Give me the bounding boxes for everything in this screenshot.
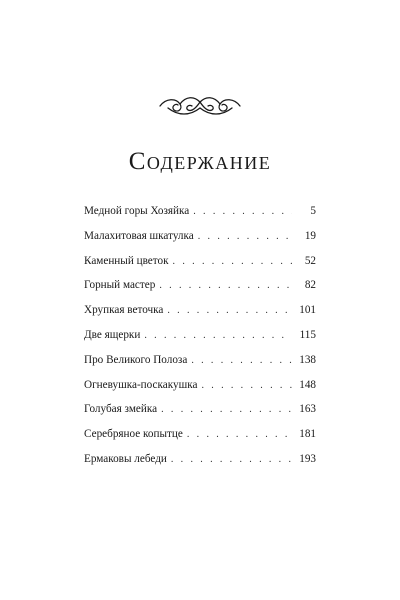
toc-entry-page: 19 xyxy=(304,229,316,242)
dot-leader xyxy=(198,231,292,242)
flourish-ornament-icon xyxy=(158,86,242,118)
table-of-contents xyxy=(84,205,316,478)
dot-leader xyxy=(173,256,292,267)
dot-leader xyxy=(159,280,292,291)
toc-entry-title: Огневушка-поскакушка xyxy=(84,378,198,391)
toc-entry[interactable] xyxy=(84,304,316,329)
dot-leader xyxy=(144,330,292,341)
toc-entry-title: Серебряное копытце xyxy=(84,428,183,441)
toc-entry-page: 101 xyxy=(299,304,316,317)
toc-entry-title: Про Великого Полоза xyxy=(84,353,188,366)
toc-entry-title: Малахитовая шкатулка xyxy=(84,229,194,242)
toc-entry[interactable] xyxy=(84,453,316,478)
toc-entry-title: Голубая змейка xyxy=(84,403,158,416)
dot-leader xyxy=(201,380,292,391)
toc-entry-page: 148 xyxy=(299,378,316,391)
toc-entry[interactable] xyxy=(84,230,316,255)
dot-leader xyxy=(187,429,292,440)
toc-entry-title: Каменный цветок xyxy=(84,254,169,267)
toc-entry[interactable] xyxy=(84,205,316,230)
dot-leader xyxy=(193,206,292,217)
toc-entry-page: 181 xyxy=(299,428,316,441)
dot-leader xyxy=(191,355,292,366)
toc-entry[interactable] xyxy=(84,279,316,304)
toc-entry[interactable] xyxy=(84,329,316,354)
toc-entry-page: 163 xyxy=(299,403,316,416)
toc-entry-page: 193 xyxy=(299,452,316,465)
toc-entry[interactable] xyxy=(84,403,316,428)
toc-entry-title: Две ящерки xyxy=(84,328,141,341)
toc-entry-page: 115 xyxy=(299,328,316,341)
dot-leader xyxy=(161,404,292,415)
toc-entry-title: Горный мастер xyxy=(84,279,156,292)
toc-entry[interactable] xyxy=(84,255,316,280)
page-title: Содержание xyxy=(128,148,272,175)
toc-entry-title: Ермаковы лебеди xyxy=(84,452,167,465)
toc-entry-page: 138 xyxy=(299,353,316,366)
toc-entry-page: 5 xyxy=(310,205,316,217)
toc-entry[interactable] xyxy=(84,428,316,453)
toc-entry-title: Хрупкая веточка xyxy=(84,304,164,317)
toc-entry[interactable] xyxy=(84,354,316,379)
toc-entry[interactable] xyxy=(84,379,316,404)
dot-leader xyxy=(171,454,292,465)
toc-entry-page: 52 xyxy=(304,254,316,267)
toc-entry-title: Медной горы Хозяйка xyxy=(84,205,190,217)
toc-entry-page: 82 xyxy=(304,279,316,292)
dot-leader xyxy=(167,305,292,316)
